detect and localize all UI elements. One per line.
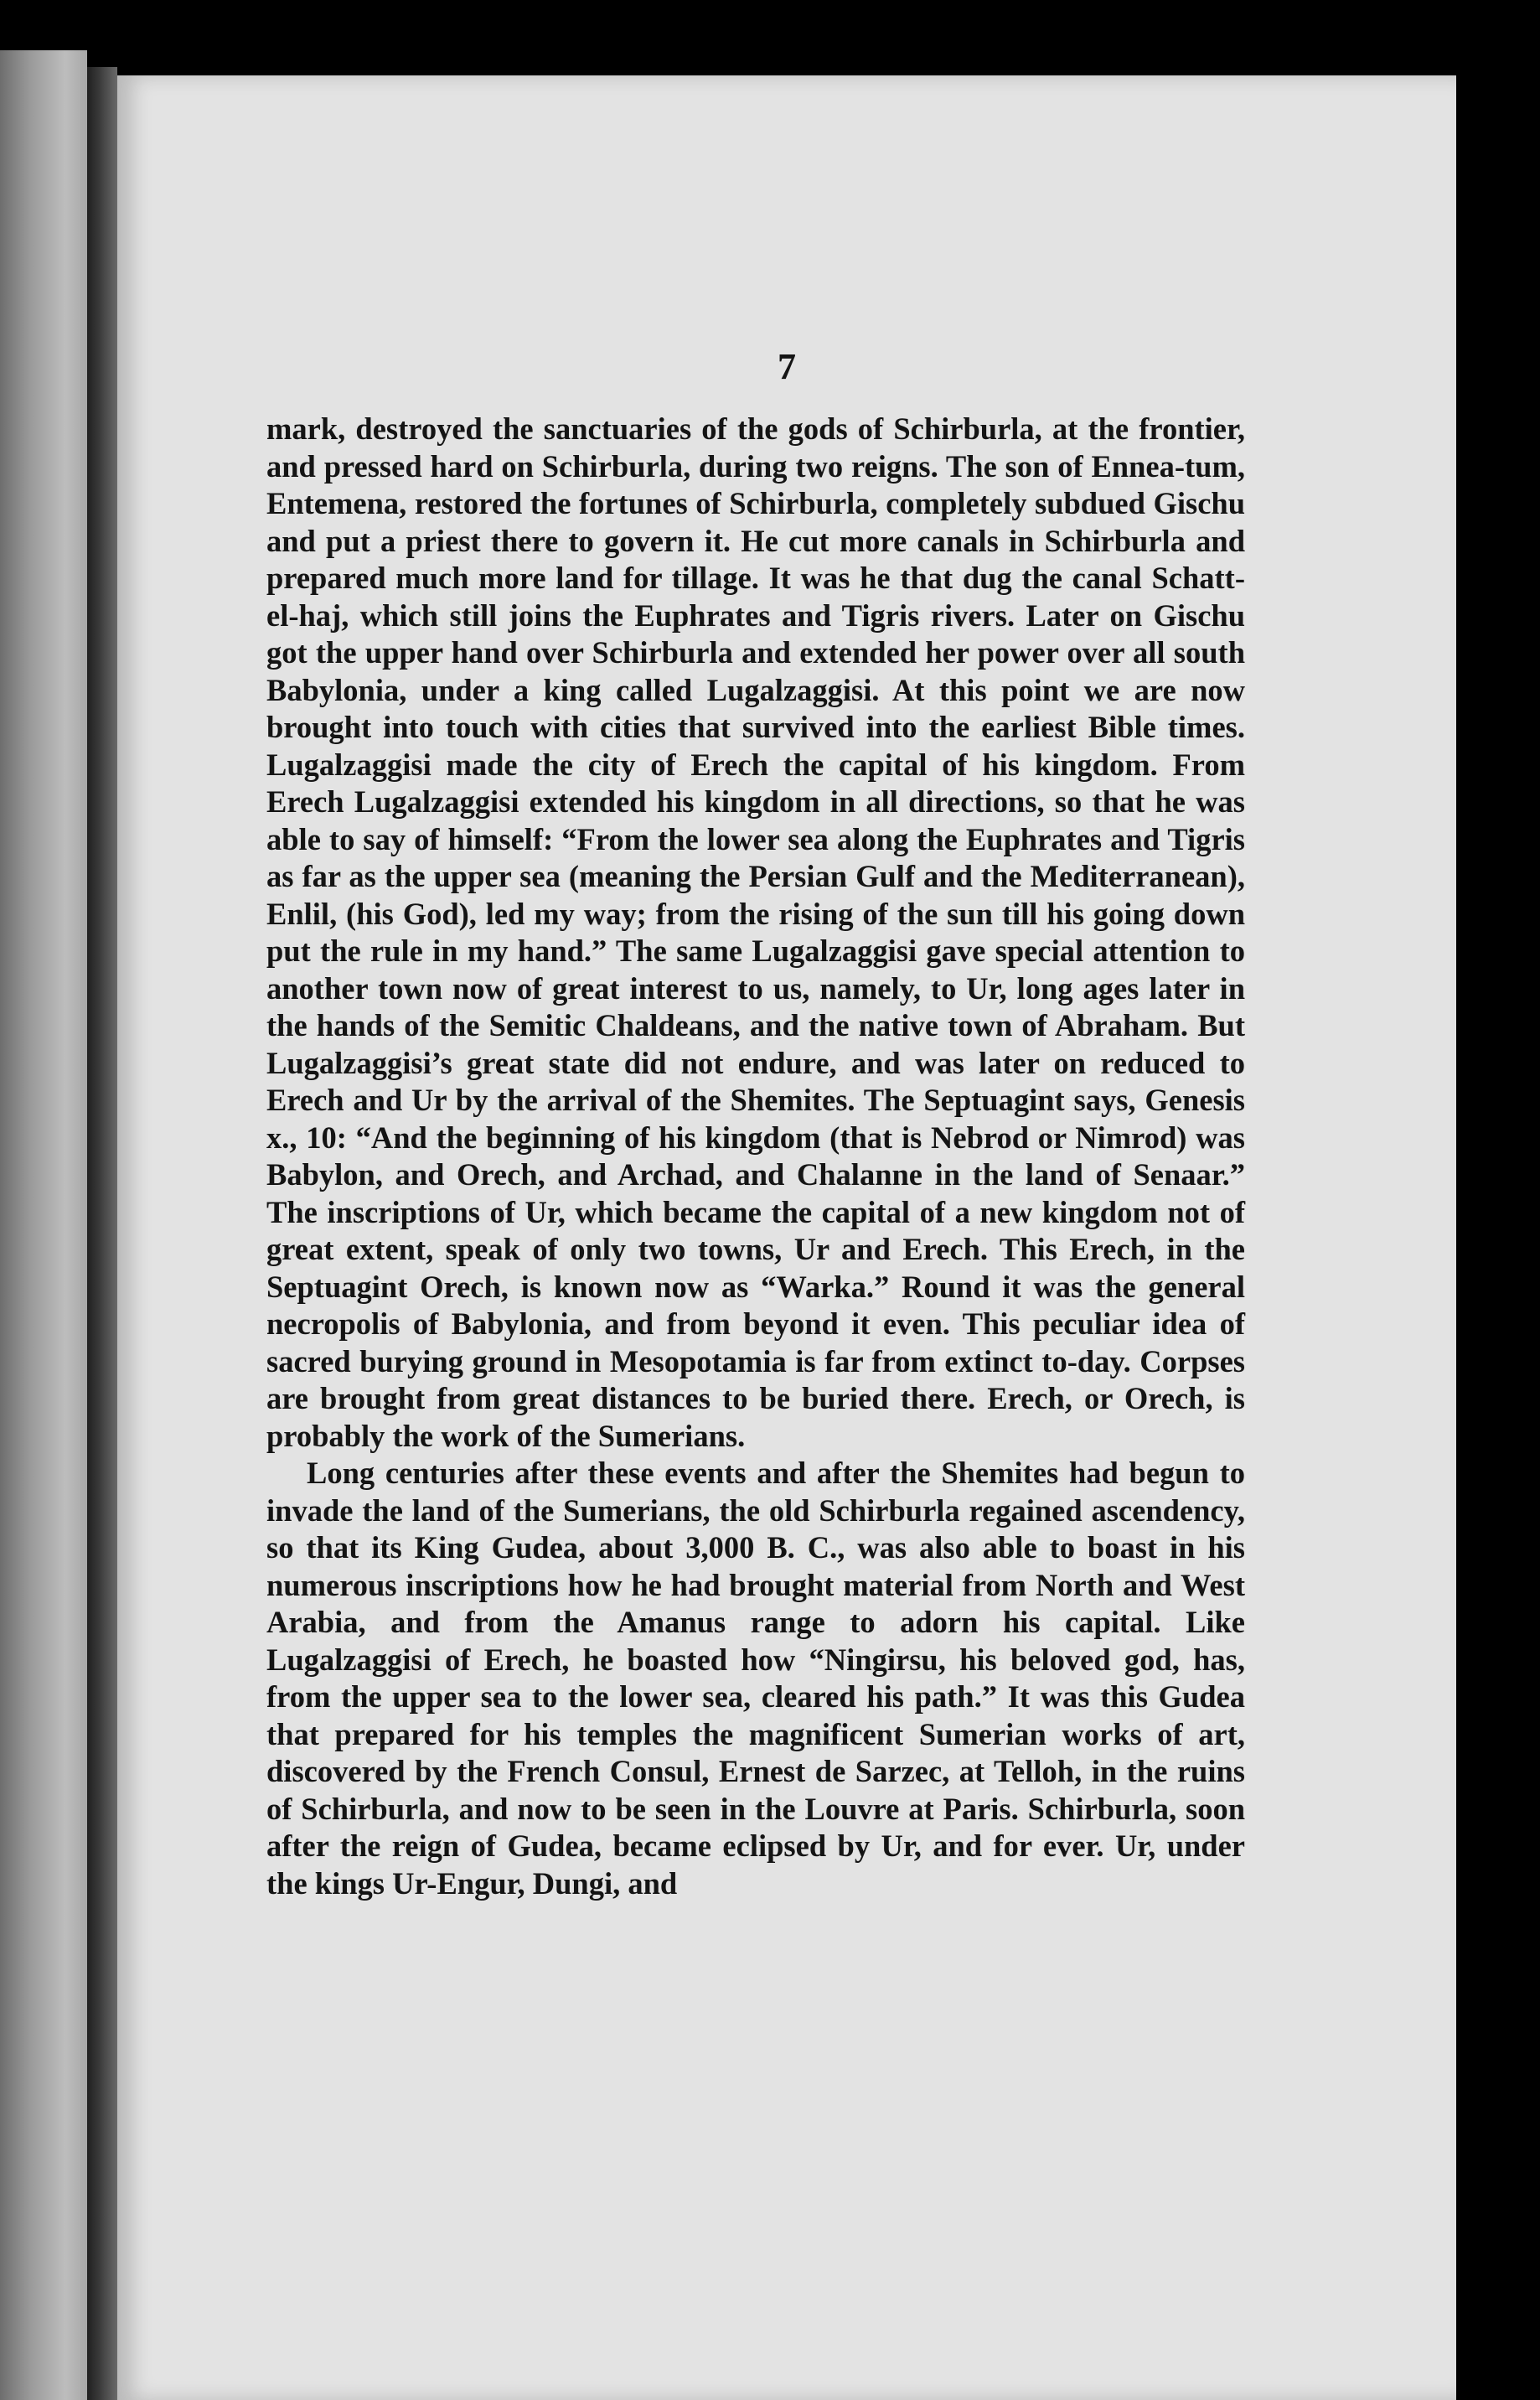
- paragraph-1: mark, destroyed the sanctuaries of the gods of Schirburla, at the frontier, and pressed hard on Schirburla, during two reigns. The son of Ennea-tum, Entemena, restored the fortunes of Schirburla, completely subdued Gischu and put a priest there to govern it. He cut more canals in Schirburla and prepared much more land for tillage. It was he that dug the canal Schatt-el-haj, which still joins the Euphrates and Tigris rivers. Later on Gischu got the upper hand over Schirburla and extended her power over all south Babylonia, under a king called Lugalzaggisi. At this point we are now brought into touch with cities that survived into the earliest Bible times. Lugalzaggisi made the city of Erech the capital of his kingdom. From Erech Lugalzaggisi extended his kingdom in all directions, so that he was able to say of himself: “From the lower sea along the Euphrates and Tigris as far as the upper sea (meaning the Persian Gulf and the Mediterranean), Enlil, (his God), led my way; from the rising of the sun till his going down put the rule in my hand.” The same Lugalzaggisi gave special attention to another town now of great interest to us, namely, to Ur, long ages later in the hands of the Semitic Chaldeans, and the native town of Abraham. But Lugalzaggisi’s great state did not endure, and was later on reduced to Erech and Ur by the arrival of the Shemites. The Septuagint says, Genesis x., 10: “And the beginning of his kingdom (that is Nebrod or Nimrod) was Babylon, and Orech, and Archad, and Chalanne in the land of Senaar.” The inscriptions of Ur, which became the capital of a new kingdom not of great extent, speak of only two towns, Ur and Erech. This Erech, in the Septuagint Orech, is known now as “Warka.” Round it was the general necropolis of Babylonia, and from beyond it even. This peculiar idea of sacred burying ground in Mesopotamia is far from extinct to-day. Corpses are brought from great distances to be buried there. Erech, or Orech, is probably the work of the Sumerians.: [266, 411, 1245, 1453]
- binding-shadow: [87, 67, 117, 2400]
- page-number: 7: [778, 346, 796, 387]
- body-text: [266, 411, 1245, 1902]
- previous-page-edge: [0, 50, 87, 2400]
- book-page: [117, 75, 1456, 2400]
- paragraph-2: Long centuries after these events and after the Shemites had begun to invade the land of the Sumerians, the old Schirburla regained ascendency, so that its King Gudea, about 3,000 B. C., was also able to boast in his numerous inscriptions how he had brought material from North and West Arabia, and from the Amanus range to adorn his capital. Like Lugalzaggisi of Erech, he boasted how “Ningirsu, his beloved god, has, from the upper sea to the lower sea, cleared his path.” It was this Gudea that prepared for his temples the magnificent Sumerian works of art, discovered by the French Consul, Ernest de Sarzec, at Telloh, in the ruins of Schirburla, and now to be seen in the Louvre at Paris. Schirburla, soon after the reign of Gudea, became eclipsed by Ur, and for ever. Ur, under the kings Ur-Engur, Dungi, and: [266, 1456, 1245, 1901]
